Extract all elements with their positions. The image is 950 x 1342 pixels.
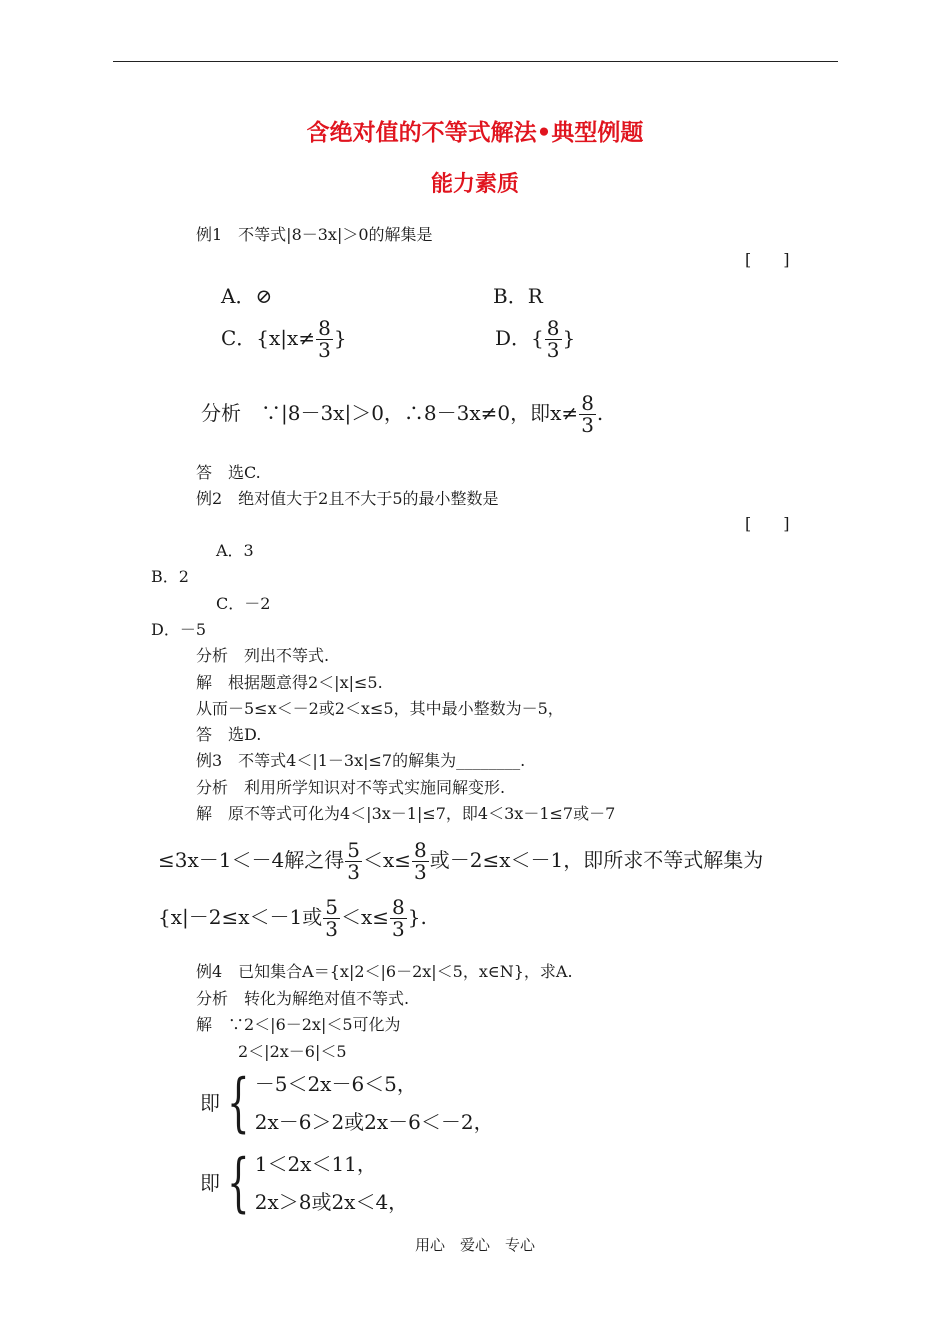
ex3-analysis: 分析 利用所学知识对不等式实施同解变形. (196, 778, 506, 797)
ex1-question: 例1 不等式|8－3x|＞0的解集是 (196, 225, 433, 244)
ex1-option-d: D．{ $\frac{8}{3}$ } (495, 316, 576, 362)
ex3-question: 例3 不等式4＜|1－3x|≤7的解集为________. (196, 751, 526, 770)
ex2-option-b: B．2 (151, 567, 189, 586)
ex2-answer: 答 选D. (196, 725, 262, 744)
system-1-line-2: 2x－6＞2或2x－6＜－2， (254, 1110, 494, 1134)
ex2-option-d: D．－5 (151, 620, 207, 639)
ex2-solution: 解 根据题意得2＜|x|≤5. (196, 673, 383, 692)
ex1-answer-bracket: [ ] (745, 250, 790, 269)
ex4-question: 例4 已知集合A＝{x|2＜|6－2x|＜5，x∈N}，求A. (196, 962, 573, 981)
header-rule (113, 61, 838, 62)
ex1-answer: 答 选C. (196, 463, 261, 482)
ex2-derivation: 从而－5≤x＜－2或2＜x≤5，其中最小整数为－5， (196, 699, 564, 718)
ex2-option-a: A．3 (216, 541, 254, 560)
ex3-solution-set: {x|－2≤x＜－1或 $\frac{5}{3}$ ＜x≤ $\frac{8}{3}$ }. (158, 895, 427, 941)
ex2-option-c: C．－2 (216, 594, 271, 613)
ex4-ji-label: 即 (200, 1091, 220, 1115)
left-brace: { (227, 1066, 250, 1140)
ex4-system-1 (200, 1066, 494, 1140)
ex4-analysis: 分析 转化为解绝对值不等式. (196, 989, 410, 1008)
ex3-solution-line2: ≤3x－1＜－4解之得 $\frac{5}{3}$ ＜x≤ $\frac{8}{3}$ 或－2≤x＜－1，即所求不等式解集为 (158, 838, 764, 884)
system-1-line-1: －5＜2x－6＜5， (254, 1072, 417, 1096)
system-2-line-2: 2x＞8或2x＜4， (254, 1190, 409, 1214)
fraction-8-3: $\frac{8}{3}$ (414, 838, 427, 884)
ex2-analysis: 分析 列出不等式. (196, 646, 330, 665)
section-title: 能力素质 (430, 172, 519, 197)
ex4-solution: 解 ∵2＜|6－2x|＜5可化为 (196, 1015, 401, 1034)
ex4-system-2 (200, 1146, 409, 1220)
fraction-5-3: $\frac{5}{3}$ (347, 838, 360, 884)
fraction-8-3: $\frac{8}{3}$ (318, 316, 331, 362)
ex1-option-a: A．⊘ (221, 284, 273, 308)
ex3-solution: 解 原不等式可化为4＜|3x－1|≤7，即4＜3x－1≤7或－7 (196, 804, 616, 823)
left-brace: { (227, 1146, 250, 1220)
ex1-option-c: C．{x|x≠ $\frac{8}{3}$ } (221, 316, 347, 362)
ex1-analysis: 分析 ∵|8－3x|＞0，∴8－3x≠0，即x≠ $\frac{8}{3}$ . (201, 391, 604, 437)
system-2-line-1: 1＜2x＜11， (254, 1152, 377, 1176)
fraction-8-3: $\frac{8}{3}$ (392, 895, 405, 941)
ex2-question: 例2 绝对值大于2且不大于5的最小整数是 (196, 489, 499, 508)
ex4-ji-label: 即 (200, 1171, 220, 1195)
page-footer: 用心 爱心 专心 (414, 1236, 535, 1254)
fraction-8-3: $\frac{8}{3}$ (546, 316, 560, 362)
page-title: 含绝对值的不等式解法•典型例题 (306, 120, 644, 146)
fraction-5-3: $\frac{5}{3}$ (325, 895, 338, 941)
fraction-8-3: $\frac{8}{3}$ (581, 391, 594, 437)
ex2-answer-bracket: [ ] (745, 514, 790, 533)
ex1-option-b: B．R (493, 284, 543, 308)
ex4-step: 2＜|2x－6|＜5 (238, 1042, 347, 1061)
